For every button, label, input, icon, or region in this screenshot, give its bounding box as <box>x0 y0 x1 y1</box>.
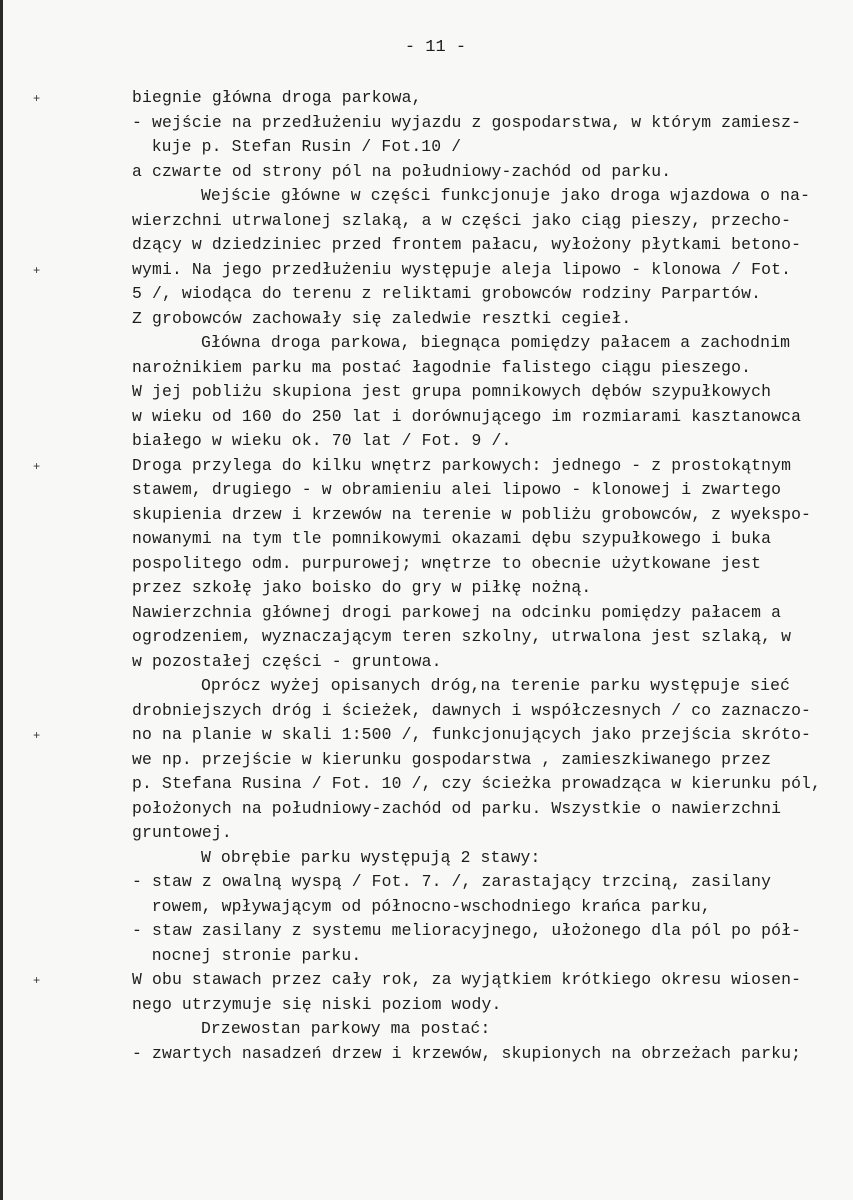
text-line: położonych na południowy-zachód od parku. Wszystkie o nawierzchni <box>132 798 782 818</box>
text-line: no na planie w skali 1:500 /, funkcjonujących jako przejścia skróto- <box>132 725 812 744</box>
margin-mark: + <box>33 92 41 106</box>
text-line: kuje p. Stefan Rusin / Fot.10 / <box>151 137 462 156</box>
text-line: Drzewostan parkowy ma postać: <box>200 1019 491 1038</box>
text-line: we np. przejście w kierunku gospodarstwa , zamieszkiwanego przez <box>132 749 772 769</box>
text-line: Z grobowców zachowały się zaledwie resztki cegieł. <box>132 308 632 328</box>
text-line: białego w wieku ok. 70 lat / Fot. 9 /. <box>132 431 512 450</box>
text-line: wymi. Na jego przedłużeniu występuje aleja lipowo - klonowa / Fot. <box>132 259 792 279</box>
text-line: narożnikiem parku ma postać łagodnie falistego ciągu pieszego. <box>132 357 752 377</box>
text-line: Wejście główne w części funkcjonuje jako droga wjazdowa o na- <box>200 186 811 205</box>
text-line: dzący w dziedziniec przed frontem pałacu, wyłożony płytkami betono- <box>132 235 802 254</box>
text-line: - staw zasilany z systemu melioracyjnego, ułożonego dla pól po pół- <box>132 921 802 940</box>
text-line: W obrębie parku występują 2 stawy: <box>200 847 541 867</box>
text-line: biegnie główna droga parkowa, <box>132 88 422 107</box>
text-line: drobniejszych dróg i ścieżek, dawnych i współczesnych / co zaznaczo- <box>132 700 812 720</box>
text-line: wierzchni utrwalonej szlaką, a w części jako ciąg pieszy, przecho- <box>132 210 792 230</box>
text-line: - zwartych nasadzeń drzew i krzewów, skupionych na obrzeżach parku; <box>132 1043 802 1063</box>
text-line: Nawierzchnia głównej drogi parkowej na odcinku pomiędzy pałacem a <box>132 602 782 622</box>
text-line: ogrodzeniem, wyznaczającym teren szkolny, utrwalona jest szlaką, w <box>132 627 792 646</box>
margin-mark: + <box>33 263 41 278</box>
body-text <box>132 86 832 1066</box>
text-line: nocnej stronie parku. <box>151 945 362 965</box>
text-line: W obu stawach przez cały rok, za wyjątkiem krótkiego okresu wiosen- <box>132 970 802 989</box>
text-line: nowanymi na tym tle pomnikowymi okazami dębu szypułkowego i buka <box>132 529 772 548</box>
text-line: a czwarte od strony pól na południowy-zachód od parku. <box>132 161 672 181</box>
text-line: W jej pobliżu skupiona jest grupa pomnikowych dębów szypułkowych <box>132 382 772 401</box>
text-line: Główna droga parkowa, biegnąca pomiędzy pałacem a zachodnim <box>200 333 791 352</box>
text-line: pospolitego odm. purpurowej; wnętrze to obecnie użytkowane jest <box>132 553 762 573</box>
text-line: - staw z owalną wyspą / Fot. 7. /, zarastający trzciną, zasilany <box>132 872 772 891</box>
text-line: w pozostałej części - gruntowa. <box>132 651 442 671</box>
text-line: nego utrzymuje się niski poziom wody. <box>132 994 502 1014</box>
margin-mark: + <box>33 974 41 988</box>
text-line: przez szkołę jako boisko do gry w piłkę nożną. <box>132 578 592 597</box>
text-line: stawem, drugiego - w obramieniu alei lipowo - klonowej i zwartego <box>132 480 782 499</box>
text-line: - wejście na przedłużeniu wyjazdu z gospodarstwa, w którym zamiesz- <box>132 112 802 132</box>
text-line: skupienia drzew i krzewów na terenie w pobliżu grobowców, z wyekspo- <box>132 504 812 524</box>
page-number: - 11 - <box>404 38 467 57</box>
text-line: rowem, wpływającym od północno-wschodniego krańca parku, <box>151 896 711 916</box>
text-line: w wieku od 160 do 250 lat i dorównującego im rozmiarami kasztanowca <box>132 406 802 426</box>
text-line: gruntowej. <box>132 823 232 842</box>
margin-mark: + <box>33 729 41 743</box>
text-line: Droga przylega do kilku wnętrz parkowych: jednego - z prostokątnym <box>132 455 792 475</box>
text-line: 5 /, wiodąca do terenu z reliktami grobowców rodziny Parpartów. <box>132 284 762 303</box>
margin-mark: + <box>33 459 41 474</box>
text-line: Oprócz wyżej opisanych dróg,na terenie parku występuje sieć <box>200 676 791 695</box>
text-line: p. Stefana Rusina / Fot. 10 /, czy ścieżka prowadząca w kierunku pól, <box>132 774 822 793</box>
